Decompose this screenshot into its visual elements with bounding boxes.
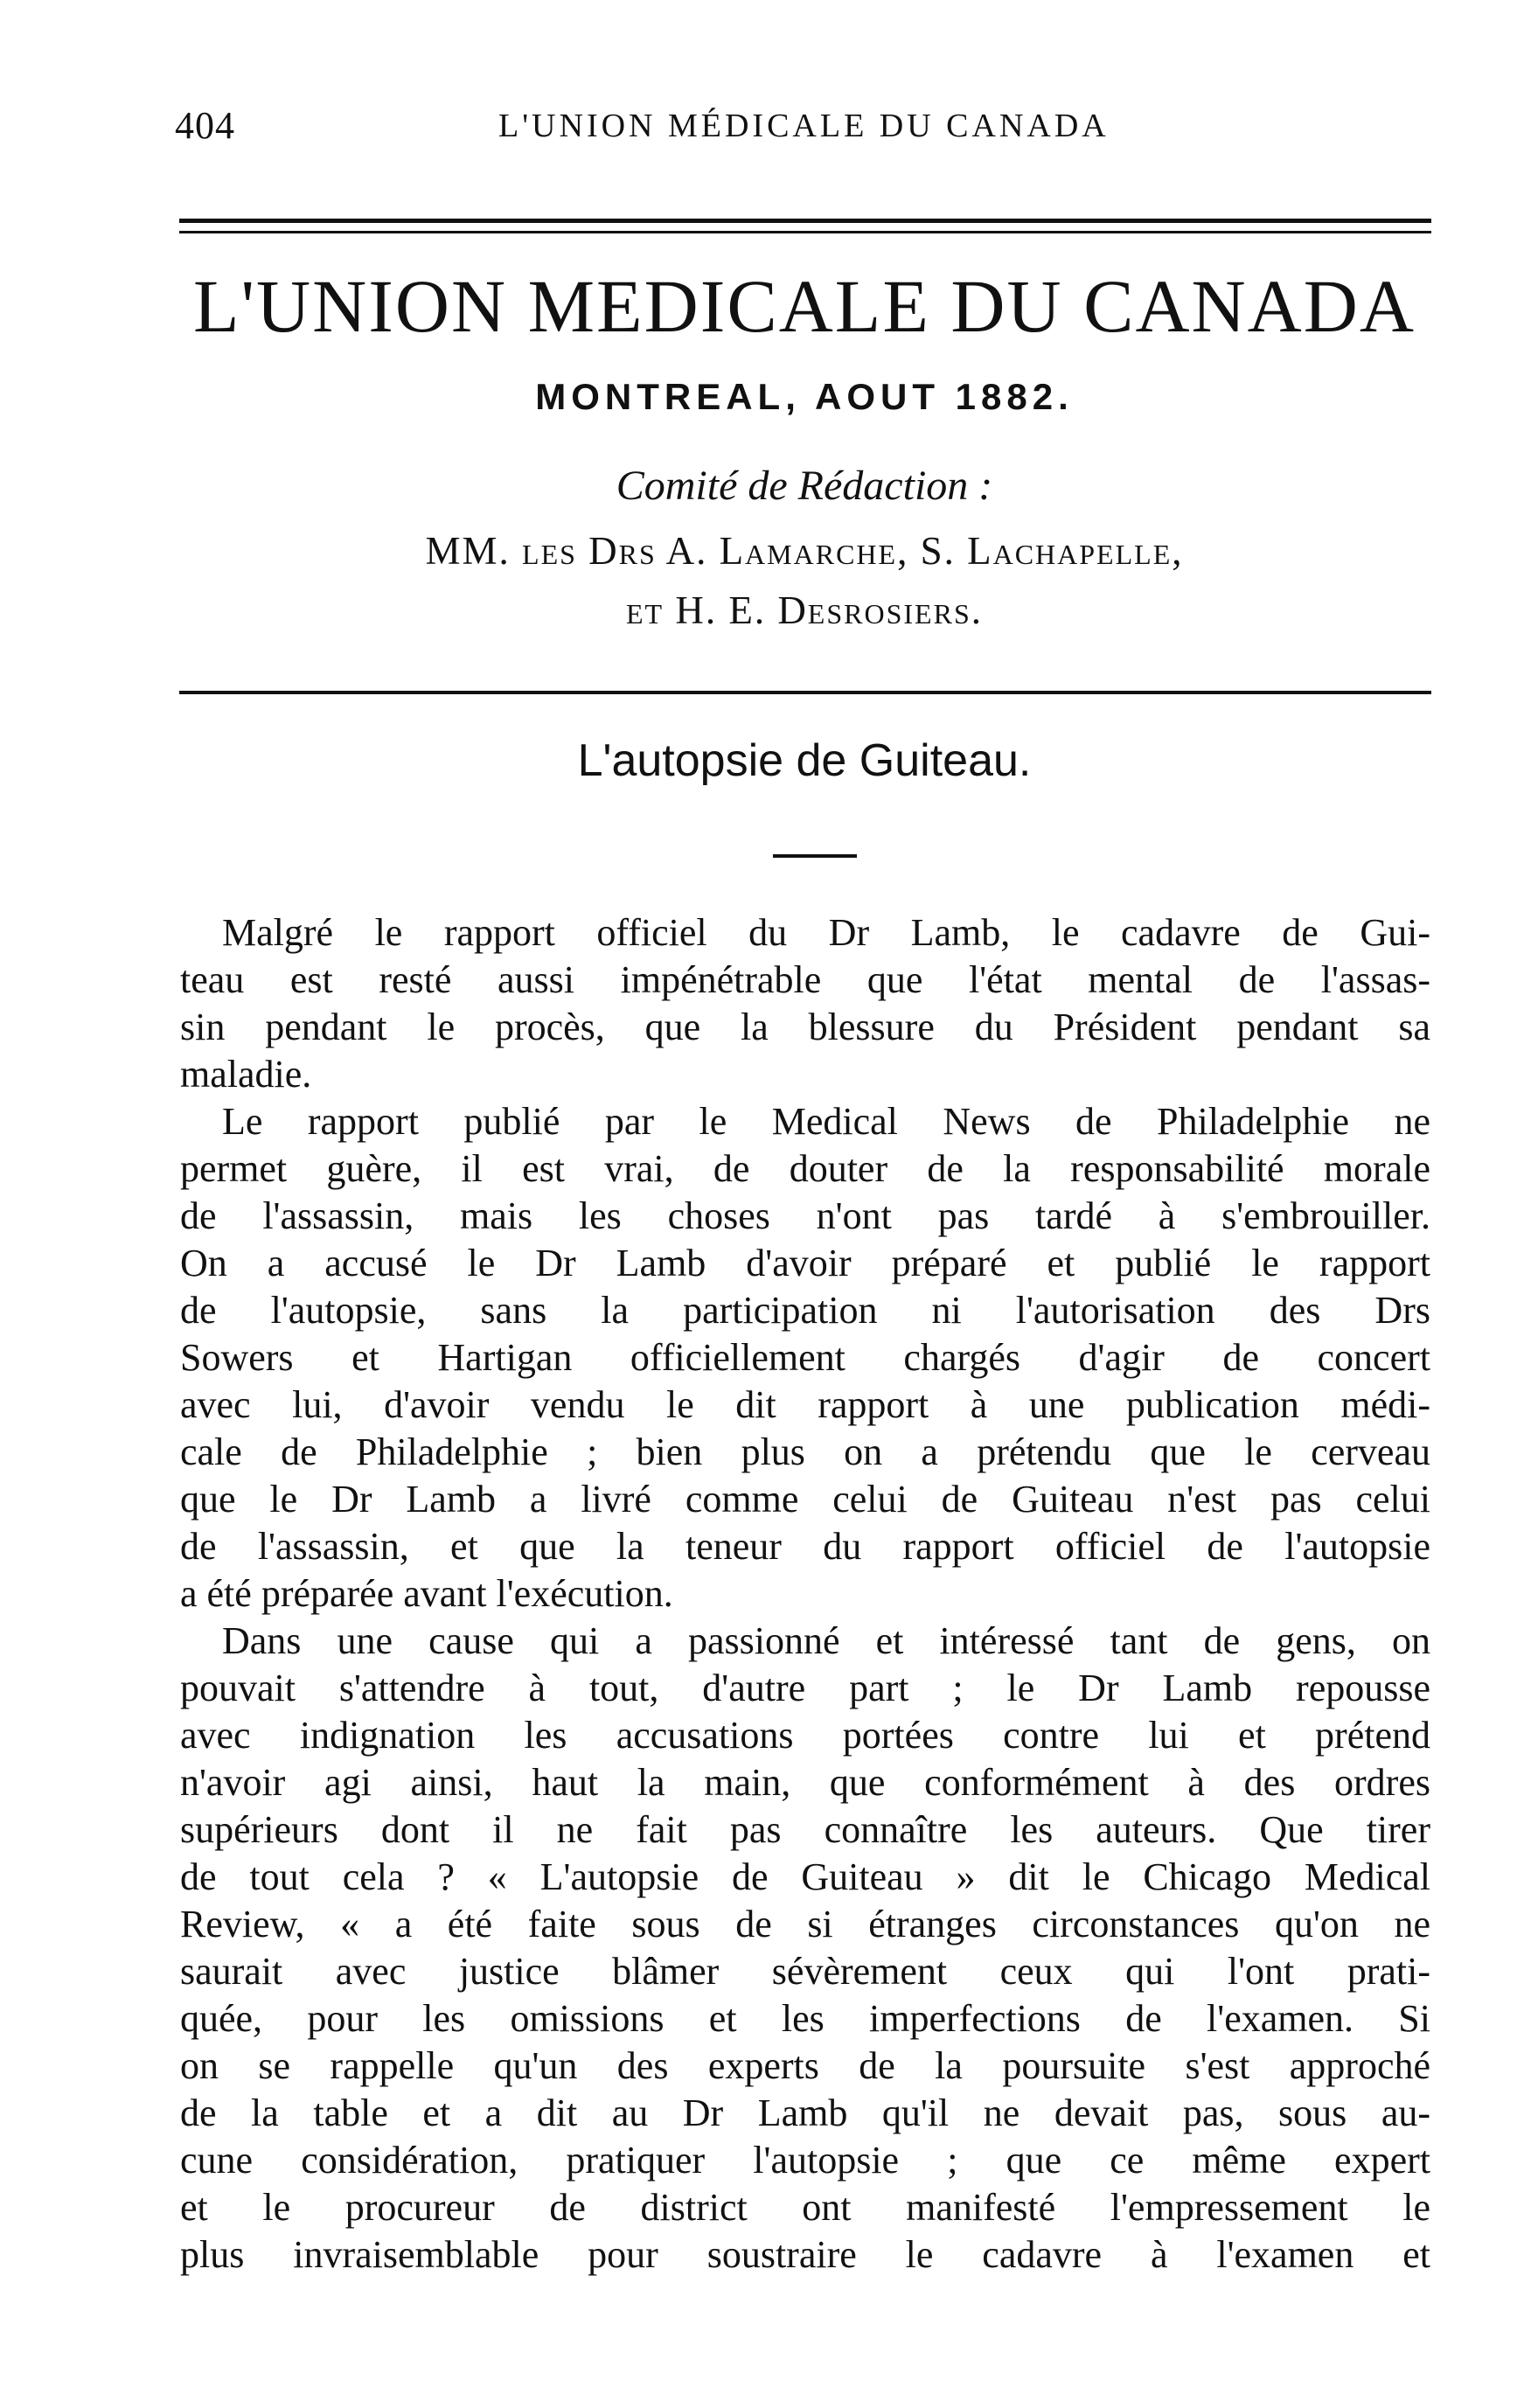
article-line: de tout cela ? « L'autopsie de Guiteau » dit le Chicago Medical (180, 1855, 1430, 1898)
article-line: avec lui, d'avoir vendu le dit rapport à une publication médi- (180, 1383, 1430, 1426)
article-line: On a accusé le Dr Lamb d'avoir préparé et publié le rapport (180, 1242, 1430, 1284)
article-line: on se rappelle qu'un des experts de la poursuite s'est approché (180, 2044, 1430, 2087)
article-line: de l'assassin, et que la teneur du rapport officiel de l'autopsie (180, 1525, 1430, 1568)
running-title: L'UNION MÉDICALE DU CANADA (498, 108, 1110, 144)
article-line: cune considération, pratiquer l'autopsie ; que ce même expert (180, 2139, 1430, 2182)
article-line: avec indignation les accusations portées contre lui et prétend (180, 1714, 1430, 1757)
article-line: Sowers et Hartigan officiellement chargés d'agir de concert (180, 1336, 1430, 1379)
article-line: cale de Philadelphie ; bien plus on a prétendu que le cerveau (180, 1430, 1430, 1473)
committee-members-line-2: et H. E. Desrosiers. (625, 588, 983, 632)
article-line: de la table et a dit au Dr Lamb qu'il ne devait pas, sous au- (180, 2091, 1430, 2134)
section-divider (179, 691, 1431, 694)
dateline: MONTREAL, AOUT 1882. (535, 376, 1074, 417)
title-underline-rule (773, 854, 857, 858)
article-line: maladie. (180, 1053, 312, 1096)
article-line: Dans une cause qui a passionné et intéressé tant de gens, on (222, 1619, 1430, 1662)
article-line: Malgré le rapport officiel du Dr Lamb, le cadavre de Gui- (222, 911, 1430, 954)
article-line: de l'autopsie, sans la participation ni l'autorisation des Drs (180, 1289, 1430, 1332)
article-line: sin pendant le procès, que la blessure du Président pendant sa (180, 1006, 1430, 1048)
article-line: n'avoir agi ainsi, haut la main, que conformément à des ordres (180, 1761, 1430, 1804)
article-line: Le rapport publié par le Medical News de Philadelphie ne (222, 1100, 1430, 1143)
article-body (180, 909, 1430, 2279)
article-line: Review, « a été faite sous de si étranges circonstances qu'on ne (180, 1903, 1430, 1945)
page-number: 404 (175, 104, 235, 147)
article-title: L'autopsie de Guiteau. (577, 735, 1032, 786)
double-rule-bottom (179, 231, 1431, 233)
article-line: quée, pour les omissions et les imperfections de l'examen. Si (180, 1997, 1430, 2040)
running-head (175, 103, 1434, 156)
article-line: de l'assassin, mais les choses n'ont pas tardé à s'embrouiller. (180, 1194, 1430, 1237)
article-line: plus invraisemblable pour soustraire le cadavre à l'examen et (180, 2233, 1430, 2276)
article-line: permet guère, il est vrai, de douter de la responsabilité morale (180, 1147, 1430, 1190)
article-line: supérieurs dont il ne fait pas connaître les auteurs. Que tirer (180, 1808, 1430, 1851)
article-line: teau est resté aussi impénétrable que l'état mental de l'assas- (180, 958, 1430, 1001)
article-line: et le procureur de district ont manifesté l'empressement le (180, 2186, 1430, 2229)
article-line: a été préparée avant l'exécution. (180, 1572, 673, 1615)
article-line: que le Dr Lamb a livré comme celui de Guiteau n'est pas celui (180, 1478, 1430, 1521)
article-line: saurait avec justice blâmer sévèrement ceux qui l'ont prati- (180, 1950, 1430, 1993)
journal-title: L'UNION MEDICALE DU CANADA (193, 264, 1416, 348)
article-line: pouvait s'attendre à tout, d'autre part ; le Dr Lamb repousse (180, 1667, 1430, 1709)
double-rule-top (179, 219, 1431, 223)
committee-members-line-1: MM. les Drs A. Lamarche, S. Lachapelle, (425, 529, 1184, 573)
committee-label: Comité de Rédaction : (616, 463, 993, 509)
